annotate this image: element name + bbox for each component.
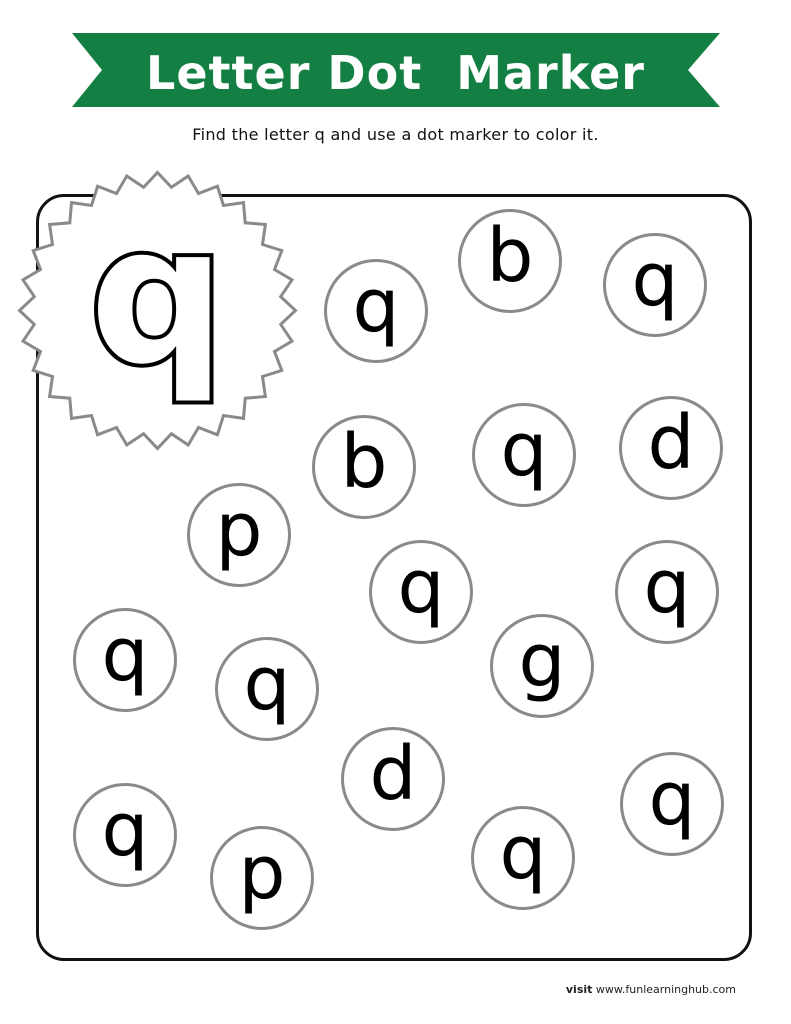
dot-2[interactable]: b (458, 209, 562, 313)
dot-12[interactable]: g (490, 614, 594, 718)
footer-url[interactable]: www.funlearninghub.com (595, 983, 736, 996)
dot-8[interactable]: q (369, 540, 473, 644)
dot-10[interactable]: q (73, 608, 177, 712)
dot-11[interactable]: q (215, 637, 319, 741)
dot-1[interactable]: q (324, 259, 428, 363)
dot-9[interactable]: q (615, 540, 719, 644)
dot-16[interactable]: p (210, 826, 314, 930)
footer-credit (566, 983, 736, 996)
dot-5[interactable]: q (472, 403, 576, 507)
dot-17[interactable]: q (471, 806, 575, 910)
page-title: Letter Dot Marker (146, 46, 645, 100)
dot-7[interactable]: p (187, 483, 291, 587)
footer-visit-label: visit (565, 983, 593, 996)
target-letter: q (89, 184, 226, 406)
dot-3[interactable]: q (603, 233, 707, 337)
dot-6[interactable]: d (619, 396, 723, 500)
instruction-text: Find the letter q and use a dot marker to color it. (192, 125, 599, 144)
dot-14[interactable]: q (620, 752, 724, 856)
dot-13[interactable]: d (341, 727, 445, 831)
dot-4[interactable]: b (312, 415, 416, 519)
dot-15[interactable]: q (73, 783, 177, 887)
